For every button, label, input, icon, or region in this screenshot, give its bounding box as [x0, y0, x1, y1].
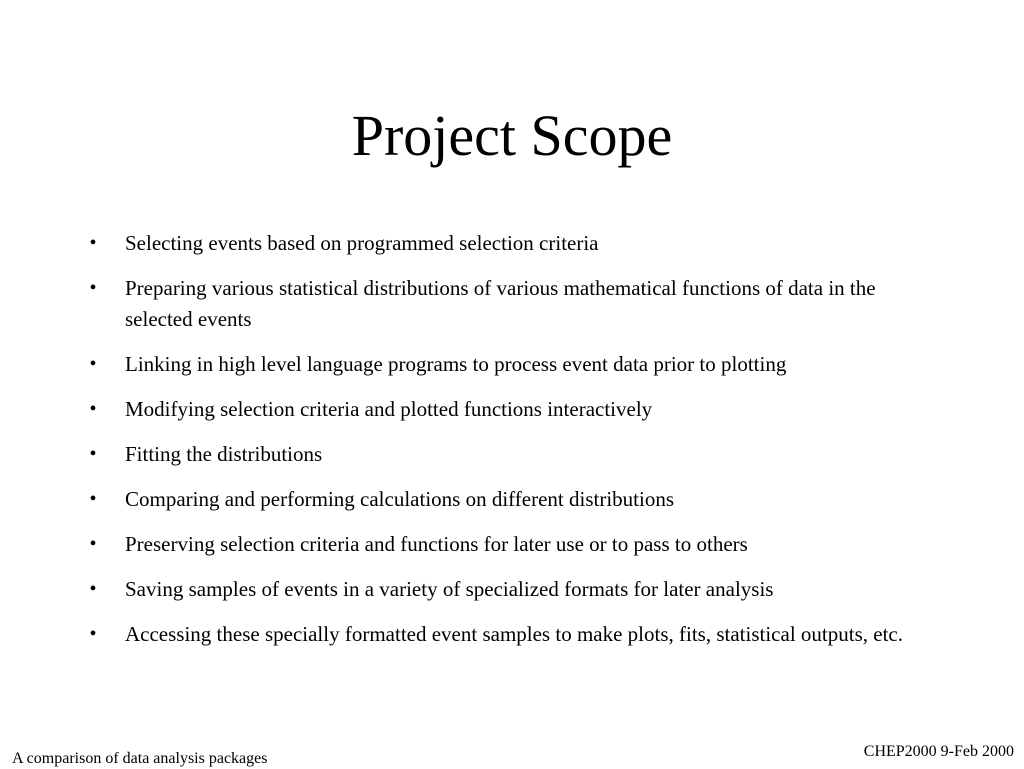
footer-left-text: A comparison of data analysis packages — [12, 750, 268, 767]
bullet-item — [85, 619, 945, 650]
bullet-dot-icon: • — [89, 578, 97, 600]
bullet-text: Linking in high level language programs to process event data prior to plotting — [125, 352, 787, 376]
bullet-item — [85, 228, 945, 259]
bullet-dot-icon: • — [89, 533, 97, 555]
bullet-text: Preserving selection criteria and functions for later use or to pass to others — [125, 532, 748, 556]
bullet-item — [85, 484, 945, 515]
bullet-text: Fitting the distributions — [125, 442, 323, 466]
bullet-text: Preparing various statistical distributions of various mathematical functions of data in the selected events — [125, 276, 876, 331]
bullet-item — [85, 529, 945, 560]
bullet-item — [85, 349, 945, 380]
slide-title: Project Scope — [351, 103, 673, 168]
bullet-dot-icon: • — [89, 488, 97, 510]
bullet-text: Selecting events based on programmed selection criteria — [125, 231, 599, 255]
bullet-dot-icon: • — [89, 277, 97, 299]
bullet-text: Comparing and performing calculations on different distributions — [125, 487, 674, 511]
bullet-list — [85, 228, 945, 664]
footer-right-text: CHEP2000 9-Feb 2000 — [863, 743, 1014, 760]
bullet-item — [85, 273, 945, 335]
bullet-dot-icon: • — [89, 232, 97, 254]
bullet-text: Modifying selection criteria and plotted functions interactively — [125, 397, 653, 421]
bullet-dot-icon: • — [89, 398, 97, 420]
bullet-item — [85, 439, 945, 470]
bullet-dot-icon: • — [89, 443, 97, 465]
bullet-dot-icon: • — [89, 353, 97, 375]
bullet-item — [85, 394, 945, 425]
bullet-item — [85, 574, 945, 605]
bullet-text: Saving samples of events in a variety of specialized formats for later analysis — [125, 577, 774, 601]
bullet-dot-icon: • — [89, 623, 97, 645]
bullet-text: Accessing these specially formatted event samples to make plots, fits, statistical outputs, etc. — [125, 622, 903, 646]
